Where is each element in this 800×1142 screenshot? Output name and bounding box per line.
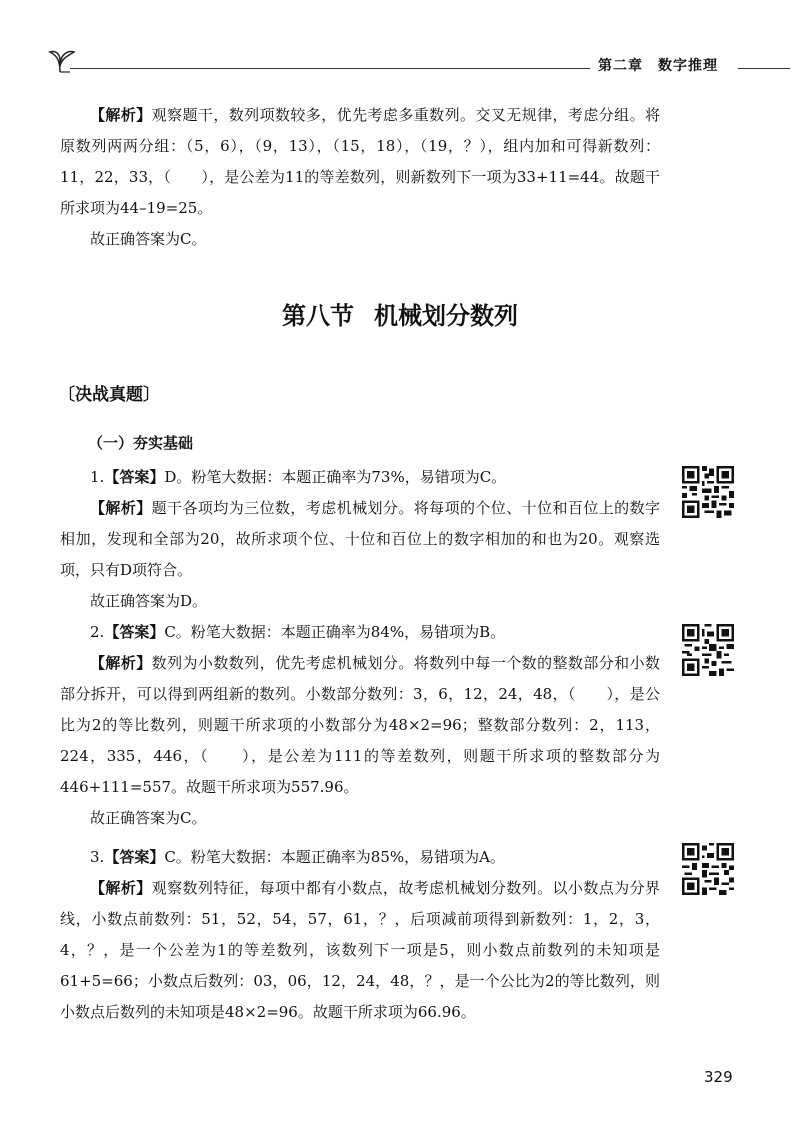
section-title [0,296,800,331]
page-header [0,0,800,90]
header-rule-right [738,68,790,69]
q3-analysis-text: 观察数列特征，每项中都有小数点，故考虑机械划分数列。以小数点为分界线，小数点前数列：51，52，54，57，61，？，后项减前项得到新数列：1，2，3，4，？，是一个公差为1的等差数列，该数列下一项是5，则小数点前数列的未知项是61+5=66；小数点后数列：03，06，12，24，48，？，是一个公比为2的等比数列，则小数点后数列的未知项是48×2=96。故题干所求项为66.96。 [60,879,660,1021]
analysis-text: 观察题干，数列项数较多，优先考虑多重数列。交叉无规律，考虑分组。将原数列两两分组：（5，6），（9，13），（15，18），（19，？），组内加和可得新数列：11，22，33，（ ），是公差为11的等差数列，则新数列下一项为33+11=44。故题干所求项为44–19=25。 [60,106,660,217]
q1-conclusion: 故正确答案为D。 [90,592,208,610]
q2-analysis-tag: 【解析】 [90,654,152,672]
analysis-tag: 【解析】 [90,106,152,124]
prev-analysis [60,100,660,255]
q1-answer-tag: 【答案】 [104,468,165,486]
real-questions-heading: 〔决战真题〕 [58,385,160,405]
q2-analysis-text: 数列为小数数列，优先考虑机械划分。将数列中每一个数的整数部分和小数部分拆开，可以得到两组新的数列。小数部分数列：3，6，12，24，48，（ ），是公比为2的等比数列，则题干所求项的小数部分为48×2=96；整数部分数列：2，113，224，335，446，（ ），是公差为111的等差数列，则题干所求项的整数部分为446+111=557。故题干所求项为557.96。 [60,654,660,796]
answer-line: 故正确答案为C。 [90,230,207,248]
q1-answer-text: D。粉笔大数据：本题正确率为73%，易错项为C。 [164,468,507,486]
page-number: 329 [704,1068,733,1086]
section-number: 第八节 [282,302,354,330]
q3-number: 3. [90,848,105,866]
q1-analysis-text: 题干各项均为三位数，考虑机械划分。将每项的个位、十位和百位上的数字相加，发现和全部为20，故所求项个位、十位和百位上的数字相加的和也为20。观察选项，只有D项符合。 [60,499,660,579]
q1-number: 1. [90,468,105,486]
q3-answer-text: C。粉笔大数据：本题正确率为85%，易错项为A。 [164,848,505,866]
q3-analysis-tag: 【解析】 [90,879,152,897]
q2-conclusion: 故正确答案为C。 [90,809,207,827]
subsection-heading: （一）夯实基础 [88,434,194,452]
q2-number: 2. [90,623,105,641]
section-name: 机械划分数列 [374,302,518,330]
qr-code-icon [682,466,734,518]
q2-answer-text: C。粉笔大数据：本题正确率为84%，易错项为B。 [164,623,506,641]
leaf-icon [44,44,76,74]
chapter-title: 第二章 数字推理 [598,58,718,74]
q3-answer-tag: 【答案】 [104,848,165,866]
question-3 [60,842,660,1028]
question-1 [60,462,660,617]
q1-analysis-tag: 【解析】 [90,499,152,517]
question-2 [60,617,660,834]
qr-code-icon [682,843,734,895]
q2-answer-tag: 【答案】 [104,623,165,641]
header-rule [70,68,590,69]
qr-code-icon [682,624,734,676]
